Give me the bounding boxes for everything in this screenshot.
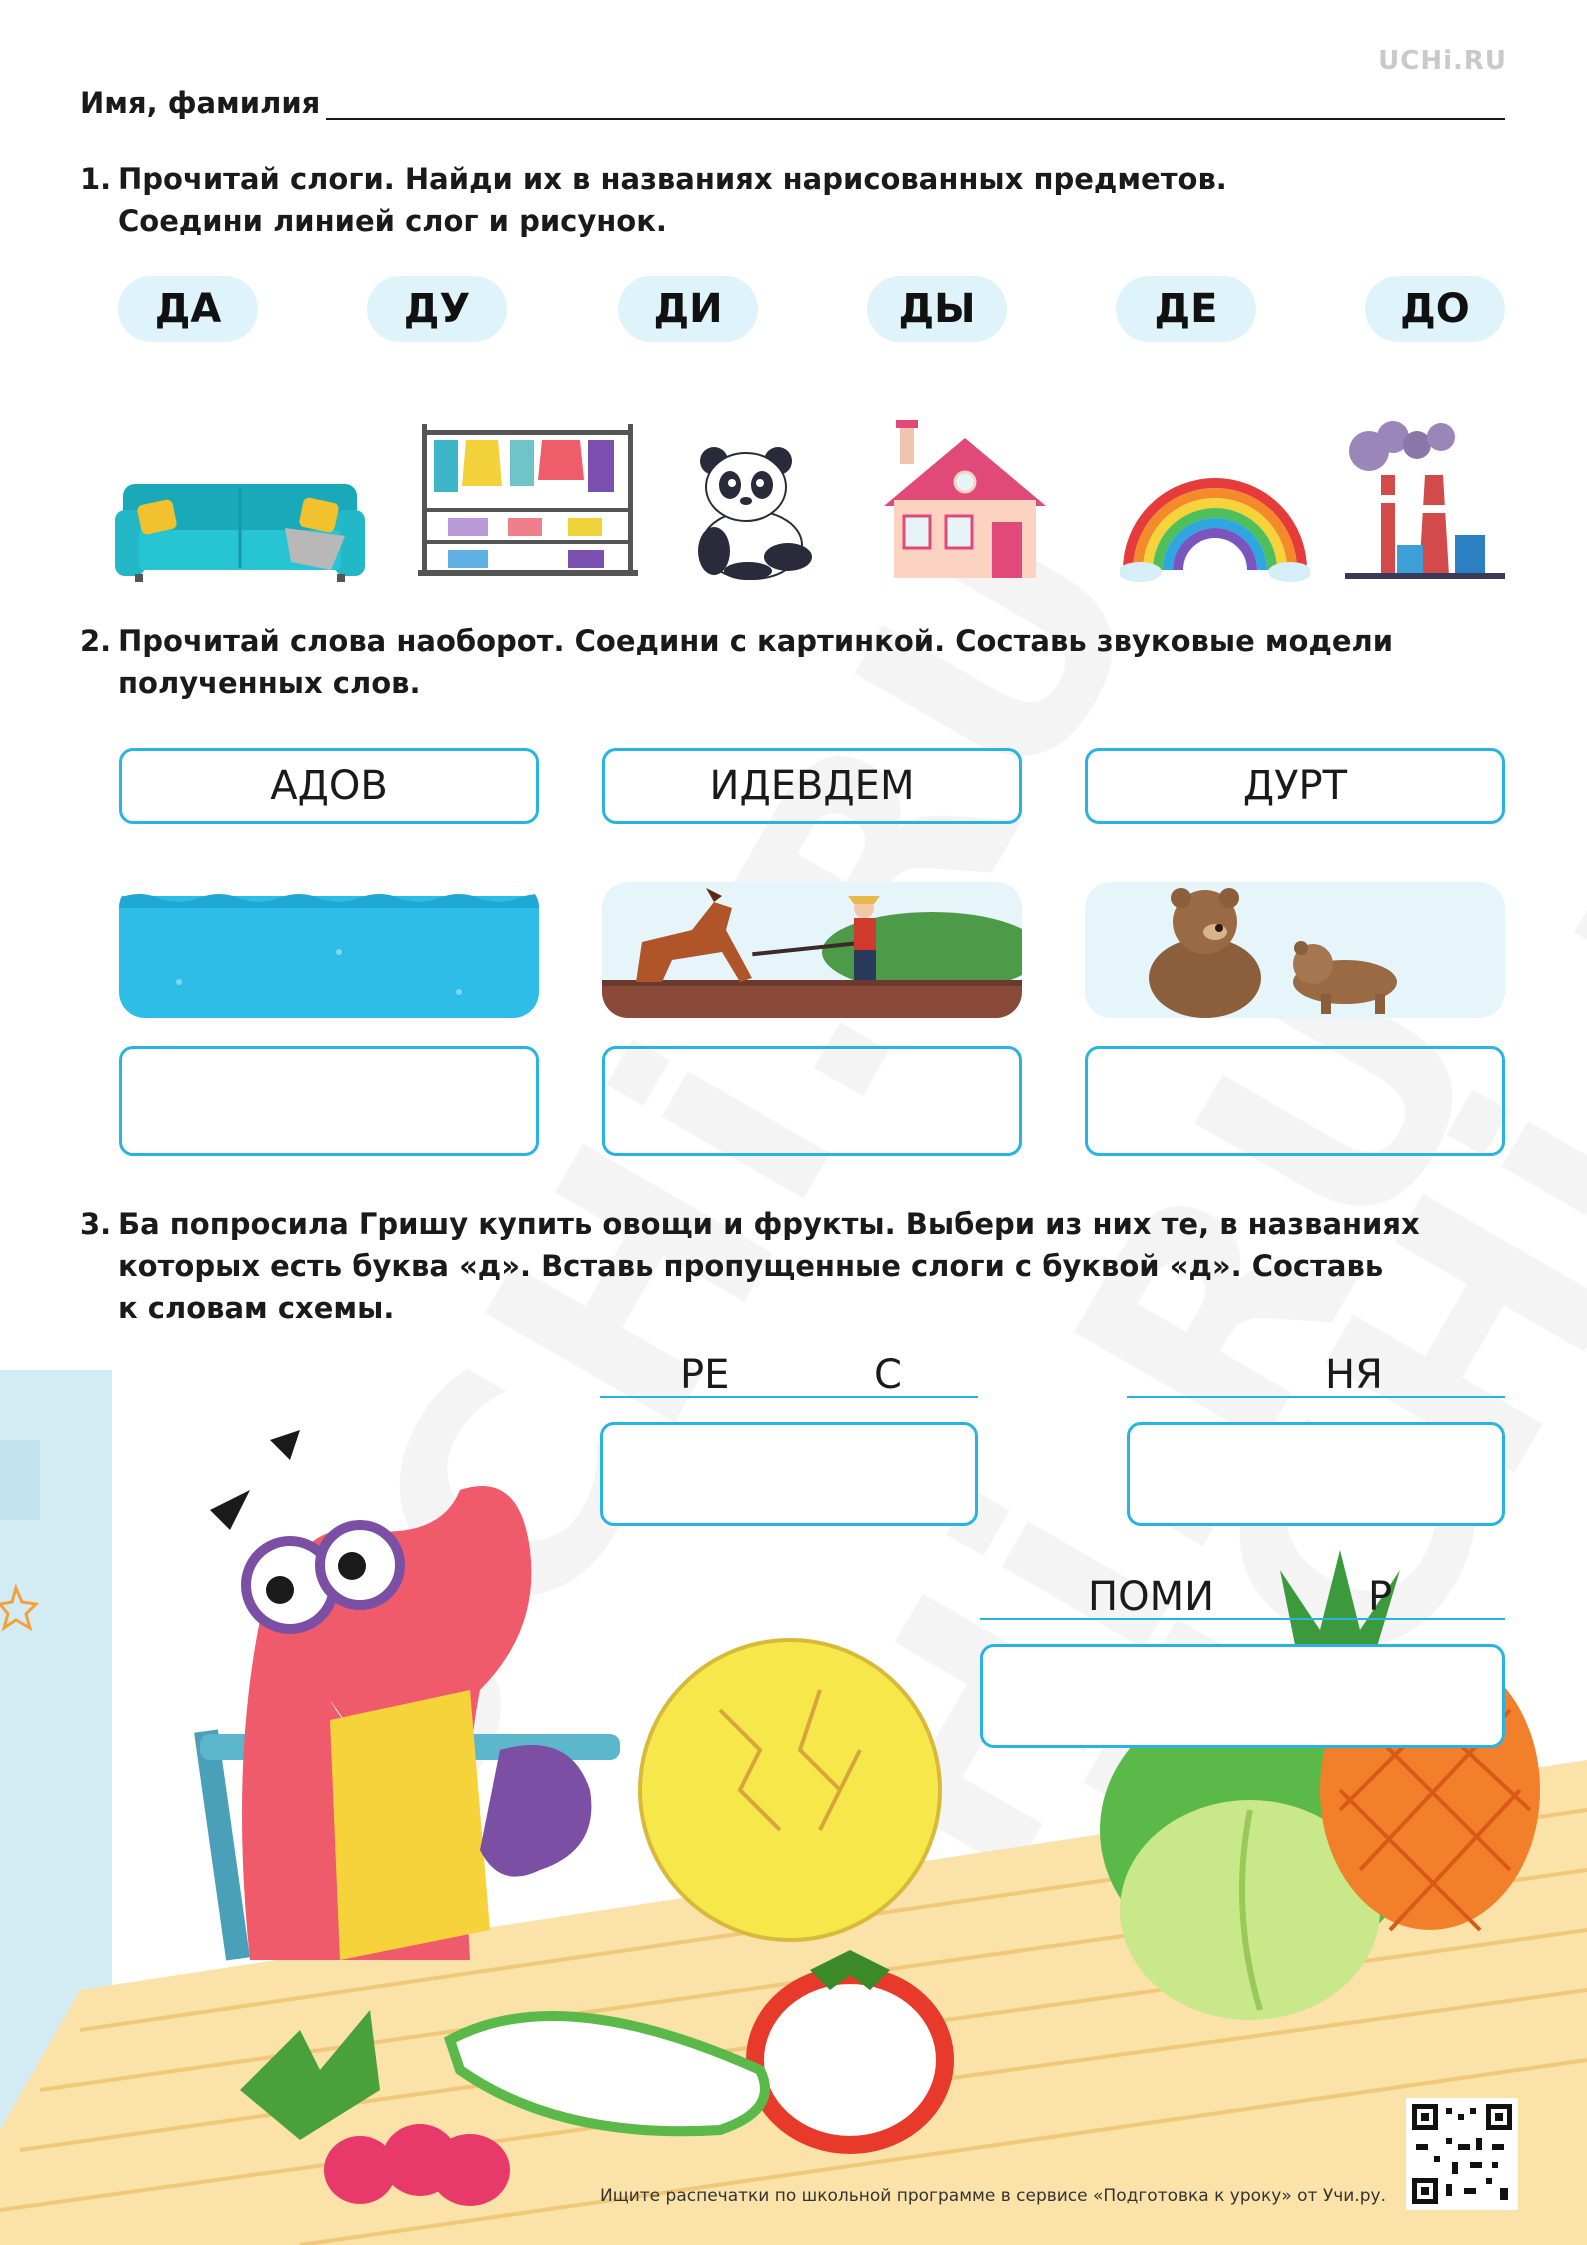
syllable-du[interactable]: ДУ bbox=[367, 276, 507, 342]
task2-instructions bbox=[80, 620, 1393, 704]
farmer-plowing-image[interactable] bbox=[602, 882, 1022, 1018]
word-card-2[interactable]: ИДЕВДЕМ bbox=[602, 748, 1022, 824]
task2-line1: Прочитай слова наоборот. Соедини с картинкой. Составь звуковые модели bbox=[118, 624, 1394, 658]
sofa-icon[interactable] bbox=[115, 470, 365, 585]
name-underline bbox=[326, 92, 1505, 120]
panda-icon[interactable] bbox=[692, 445, 827, 580]
scheme-box-word1[interactable] bbox=[600, 1422, 978, 1526]
sound-model-box-2[interactable] bbox=[602, 1046, 1022, 1156]
syllable-da[interactable]: ДА bbox=[118, 276, 258, 342]
house-icon[interactable] bbox=[880, 420, 1050, 580]
task3-number: 3. bbox=[80, 1207, 112, 1241]
task1-line1: Прочитай слоги. Найди их в названиях нарисованных предметов. bbox=[118, 162, 1227, 196]
task3-instructions bbox=[80, 1203, 1420, 1329]
syllable-do[interactable]: ДО bbox=[1365, 276, 1505, 342]
task2-line2: полученных слов. bbox=[118, 666, 421, 700]
syllable-de[interactable]: ДЕ bbox=[1116, 276, 1256, 342]
clothes-rack-icon[interactable] bbox=[418, 420, 638, 580]
name-label: Имя, фамилия bbox=[80, 86, 321, 120]
task1-line2: Соедини линией слог и рисунок. bbox=[118, 204, 667, 238]
task1-instructions bbox=[80, 158, 1227, 242]
task2-number: 2. bbox=[80, 624, 112, 658]
word3-part2: Р bbox=[1368, 1574, 1393, 1620]
rainbow-icon[interactable] bbox=[1120, 470, 1310, 582]
task3-line1: Ба попросила Гришу купить овощи и фрукты. Выбери из них те, в названиях bbox=[118, 1207, 1420, 1241]
task1-number: 1. bbox=[80, 162, 112, 196]
word1-part1: РЕ bbox=[680, 1352, 730, 1398]
name-field[interactable] bbox=[80, 86, 1505, 120]
sound-model-box-1[interactable] bbox=[119, 1046, 539, 1156]
syllable-dy[interactable]: ДЫ bbox=[867, 276, 1007, 342]
water-image[interactable] bbox=[119, 882, 539, 1018]
word3-part1: ПОМИ bbox=[1088, 1574, 1214, 1620]
factory-icon[interactable] bbox=[1345, 415, 1505, 581]
blank-word-2-line[interactable] bbox=[1127, 1352, 1505, 1398]
blank-word-3-line[interactable] bbox=[980, 1574, 1505, 1620]
footer-text: Ищите распечатки по школьной программе в сервисе «Подготовка к уроку» от Учи.ру. bbox=[600, 2186, 1386, 2206]
task3-line3: к словам схемы. bbox=[118, 1291, 395, 1325]
scheme-box-word2[interactable] bbox=[1127, 1422, 1505, 1526]
word-card-3[interactable]: ДУРТ bbox=[1085, 748, 1505, 824]
word2-part1: НЯ bbox=[1325, 1352, 1383, 1398]
task3-line2: которых есть буква «д». Вставь пропущенные слоги с буквой «д». Составь bbox=[118, 1249, 1384, 1283]
scheme-box-word3[interactable] bbox=[980, 1644, 1505, 1748]
bears-image[interactable] bbox=[1085, 882, 1505, 1018]
syllable-di[interactable]: ДИ bbox=[618, 276, 758, 342]
qr-code[interactable] bbox=[1406, 2098, 1518, 2210]
blank-word-1-line[interactable] bbox=[600, 1352, 978, 1398]
word-card-1[interactable]: АДОВ bbox=[119, 748, 539, 824]
sound-model-box-3[interactable] bbox=[1085, 1046, 1505, 1156]
brand-logo: UCHi.RU bbox=[1378, 46, 1507, 76]
word1-part2: С bbox=[874, 1352, 902, 1398]
